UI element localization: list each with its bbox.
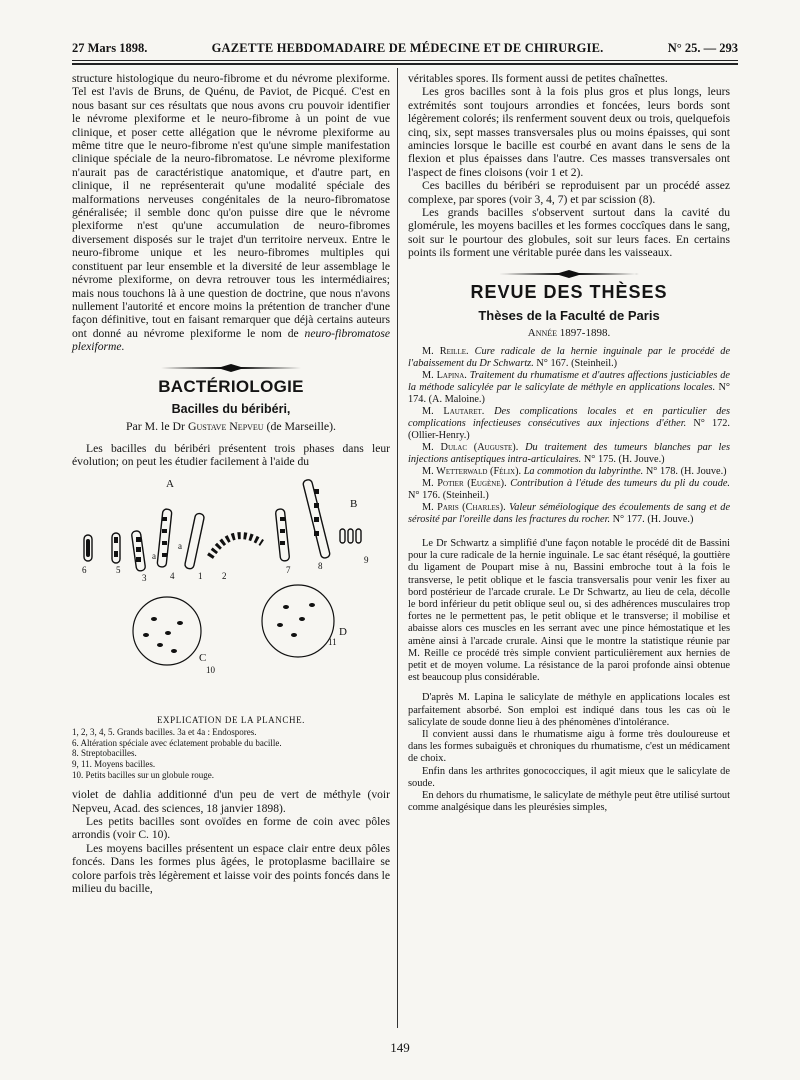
- review-paragraph: En dehors du rhumatisme, le salicylate de méthyle peut être utilisé surtout comme analgésique dans les pleurésies simples,: [408, 789, 730, 814]
- figure-label-C: C: [199, 651, 207, 664]
- header-date: 27 Mars 1898.: [72, 40, 148, 55]
- svg-text:6: 6: [82, 564, 87, 575]
- thesis-entry: M. Wetterwald (Félix). La commotion du labyrinthe. N° 178. (H. Jouve.): [422, 465, 727, 477]
- svg-text:8: 8: [318, 560, 323, 571]
- svg-text:9: 9: [364, 554, 369, 565]
- svg-text:3: 3: [142, 572, 147, 583]
- intro-paragraph: structure histologique du neuro-fibrome et du névrome plexiforme. Tel est l'avis de Bruns, de Quénu, de Paviot, de Picqué. C'est en nous basant sur ces résultats que nous avons cru pouvoir identifier le névrome plexiforme et le neuro-fibrome à un point de vue clinique, et poser cette allégation que le névrome plexiforme au même titre que le neuro-fibrome n'est qu'une simple manifestation clinique spéciale de la neuro-fibromatose. Le névrome plexiforme n'aurait pas de caractéristique anatomique, et d'autre part, en clinique, il ne représenterait qu'une modalité spéciale des malformations nerveuses congénitales de la neuro-fibromatose généralisée; il semble donc qu'on puisse dire que le névrome plexiforme n'est qu'une accumulation de neuro-fibromes diversement disposés sur le trajet d'un territoire nerveux. Entre le neuro-fibrome unique et les neuro-fibromes multiples qui constituent par leur ensemble et la diversité de leur assemblage le névrome plexiforme, on devra retrouver tous les intermédiaires; mais nous touchons là à une question de doctrine, que nous n'avons nullement l'autorité et encore moins la prétention de trancher d'une façon définitive, tout en faisant remarquer que déjà certains auteurs ont donné au névrome plexiforme le nom de neuro-fibromatose plexiforme.: [72, 72, 390, 354]
- figure-label-B: B: [350, 497, 358, 510]
- figure-label-A: A: [166, 477, 174, 490]
- body-paragraph: Les gros bacilles sont à la fois plus gros et plus longs, leurs extrémités sont toujours arrondies et foncées, leurs bords sont légèrement colorés; ils renferment souvent deux ou trois, quelquefois cinq, six, sept masses transversales plus ou moins épaisses, qui sont amincies lorsque le bacille est courbé en avant dans le sens de la flexion et plus épaisses dans l'autre. Ces masses transversales ont l'aspect de fines cloisons (voir 1 et 2).: [408, 85, 730, 179]
- page-number: 149: [390, 1040, 410, 1055]
- header-rule: [72, 60, 738, 61]
- thesis-entry: M. Potier (Eugène). Contribution à l'étude des tumeurs du pli du coude. N° 176. (Steinheil.): [408, 477, 731, 501]
- header-issue-number: N° 25. — 293: [667, 40, 738, 55]
- header-rule-thick: [72, 63, 738, 65]
- body-paragraph: véritables spores. Ils forment aussi de petites chaînettes.: [408, 72, 668, 85]
- caption-line: 9, 11. Moyens bacilles.: [72, 758, 156, 769]
- figure-caption: [72, 715, 390, 781]
- svg-text:2: 2: [222, 570, 227, 581]
- review-paragraph: Le Dr Schwartz a simplifié d'une façon notable le procédé dit de Bassini pour la cure radicale de la hernie inguinale. Le sac étant réséqué, la gouttière du ligament de Poupart mise à nu, Bassini embroche tout à la fois le transverse, le petit oblique et le fascia transversalis pour venir les fixer au bord postérieur de l'arcade crurale. Le Dr Schwartz, au lieu de cela, décolle le bord inférieur du petit oblique seul ou, si des adhérences musculaires trop fortes ne le permettent pas, le petit oblique et le transverse; il mobilise et abaisse alors ces muscles en les serrant avec une pince hémostatique et les amène ainsi à l'arcade crurale. Ainsi que le montre la statistique réunie par M. Reille ce procédé très simple convient particulièrement aux hernies de petit et de moyen volume. La résistance de la paroi profonde ainsi obtenue est beaucoup plus considérable.: [408, 537, 730, 684]
- body-paragraph: Les grands bacilles s'observent surtout dans la cavité du glomérule, les moyens bacilles et les formes coccîques dans le sang, soit sur le pourtour des globules, soit sur leurs faces. En certains points ils forment une véritable purée dans les vaisseaux.: [408, 206, 730, 260]
- svg-text:5: 5: [116, 564, 121, 575]
- caption-line: 8. Streptobacilles.: [72, 748, 137, 759]
- academic-year: Année 1897-1898.: [527, 326, 611, 339]
- header-journal-title: GAZETTE HEBDOMADAIRE DE MÉDECINE ET DE CHIRURGIE.: [211, 40, 604, 55]
- subsection-title: Thèses de la Faculté de Paris: [478, 308, 660, 324]
- section-title-revue-des-theses: REVUE DES THÈSES: [470, 281, 668, 302]
- figure-label-D: D: [339, 625, 347, 638]
- thesis-entry: M. Lautaret. Des complications locales et en particulier des complications infectieuses consécutives aux injections d'éther. N° 172. (Ollier-Henry.): [408, 405, 730, 441]
- section-title-bacteriologie: BACTÉRIOLOGIE: [158, 376, 304, 396]
- review-paragraph: Il convient aussi dans le rhumatisme aigu à forme très douloureuse et dans les formes subaiguës et chroniques du rhumatisme, c'est un médicament de choix.: [408, 728, 730, 765]
- thesis-entry: M. Reille. Cure radicale de la hernie inguinale par le procédé de l'abaissement du Dr Schwartz. N° 167. (Steinheil.): [408, 345, 731, 369]
- article-byline: Par M. le Dr Gustave Nepveu (de Marseille).: [126, 419, 336, 434]
- caption-line: 1, 2, 3, 4, 5. Grands bacilles. 3a et 4a : Endospores.: [72, 727, 257, 738]
- body-paragraph: Ces bacilles du béribéri se reproduisent par un procédé assez complexe, par spores (voir 3, 4, 7) et par scission (8).: [408, 179, 730, 206]
- bacilli-plate-figure: [72, 473, 390, 713]
- running-header: [72, 38, 738, 58]
- section-divider-ornament: [161, 364, 301, 372]
- svg-text:10: 10: [206, 664, 215, 675]
- svg-text:11: 11: [328, 636, 337, 647]
- body-paragraph: violet de dahlia additionné d'un peu de vert de méthyle (voir Nepveu, Acad. des sciences, 18 janvier 1898).: [72, 788, 390, 815]
- body-paragraph: Les petits bacilles sont ovoïdes en forme de coin avec pôles arrondis (voir C. 10).: [72, 814, 390, 842]
- svg-text:7: 7: [286, 564, 291, 575]
- svg-text:a: a: [152, 550, 156, 561]
- caption-line: 6. Altération spéciale avec éclatement probable du bacille.: [72, 737, 282, 748]
- svg-text:1: 1: [198, 570, 203, 581]
- section-divider-ornament: [499, 270, 639, 278]
- bacilli-illustration: [72, 473, 390, 713]
- review-paragraph: Enfin dans les arthrites gonococciques, il agit mieux que le salicylate de soude.: [408, 765, 730, 789]
- theses-list: [408, 346, 730, 526]
- lead-paragraph: Les bacilles du béribéri présentent trois phases dans leur évolution; on peut les étudier facilement à l'aide du: [72, 441, 390, 469]
- svg-text:4: 4: [170, 570, 175, 581]
- article-title: Bacilles du béribéri,: [171, 401, 291, 416]
- thesis-entry: M. Lapina. Traitement du rhumatisme et d'autres affections justiciables de la méthode salicylée par le salicylate de méthyle en applications locales. N° 174. (A. Maloine.): [408, 369, 730, 405]
- body-paragraph: Les moyens bacilles présentent un espace clair entre deux pôles foncés. Dans les formes plus âgées, le protoplasme bacillaire se colore parfois très légèrement et laisse voir des points foncés dans le milieu du bacille,: [72, 841, 390, 895]
- thesis-entry: M. Dulac (Auguste). Du traitement des tumeurs blanches par les injections antiseptiques intra-articulaires. N° 175. (H. Jouve.): [408, 441, 730, 465]
- left-column: [72, 72, 390, 895]
- thesis-entry: M. Paris (Charles). Valeur séméiologique des écoulements de sang et de sérosité par l'oreille dans les fractures du rocher. N° 177. (H. Jouve.): [408, 501, 731, 525]
- svg-text:a: a: [178, 540, 182, 551]
- right-column: [408, 72, 730, 814]
- caption-line: 10. Petits bacilles sur un globule rouge.: [72, 769, 214, 780]
- caption-title: EXPLICATION DE LA PLANCHE.: [156, 714, 306, 725]
- column-separator: [397, 68, 398, 1028]
- review-paragraph: D'après M. Lapina le salicylate de méthyle en applications locales est parfaitement absorbé. Son emploi est indiqué dans tous les cas où le salicylate de soude donne lieu à des phénomènes d'intolérance.: [408, 692, 730, 728]
